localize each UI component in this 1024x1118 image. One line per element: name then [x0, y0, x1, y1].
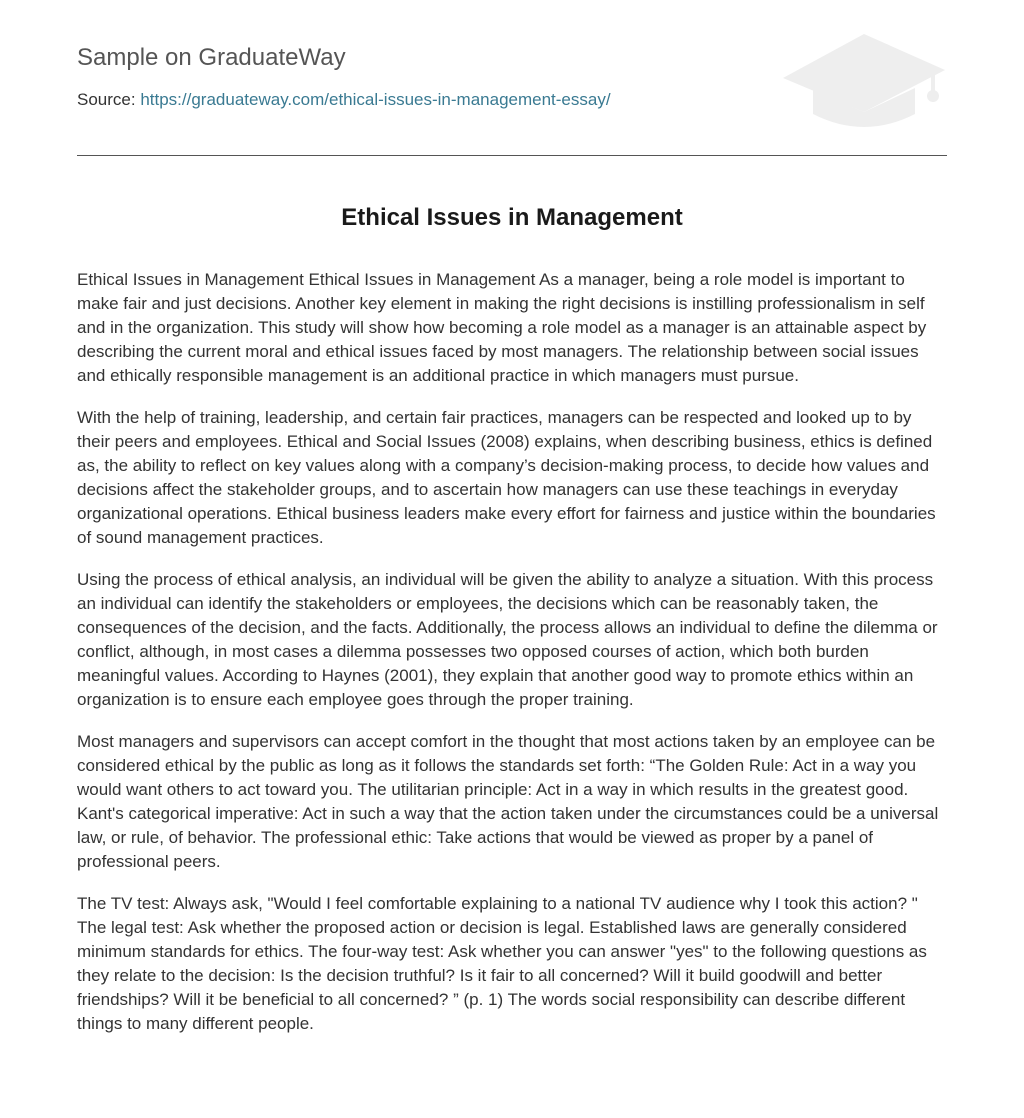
graduation-cap-icon — [781, 30, 947, 132]
article-paragraph: With the help of training, leadership, and certain fair practices, managers can be respected and looked up to by their peers and employees. Ethical and Social Issues (2008) explains, when describing business, ethics is defined as, the ability to reflect on key values along with a company’s decision-making process, to decide how values and decisions affect the stakeholder groups, and to ascertain how managers can use these teachings in everyday organizational operations. Ethical business leaders make every effort for fairness and justice within the boundaries of sound management practices. — [77, 408, 936, 547]
header-divider — [77, 155, 947, 156]
article-title: Ethical Issues in Management — [341, 204, 683, 231]
site-title: Sample on GraduateWay — [77, 44, 346, 71]
page-header — [77, 0, 947, 156]
article-paragraph: Ethical Issues in Management Ethical Issues in Management As a manager, being a role model is important to make fair and just decisions. Another key element in making the right decisions is instilling professionalism in self and in the organization. This study will show how becoming a role model as a manager is an attainable aspect by describing the current moral and ethical issues faced by most managers. The relationship between social issues and ethically responsible management is an additional practice in which managers must pursue. — [77, 270, 927, 385]
article-paragraph: The TV test: Always ask, "Would I feel comfortable explaining to a national TV audience why I took this action? " The legal test: Ask whether the proposed action or decision is legal. Established laws are generally considered minimum standards for ethics. The four-way test: Ask whether you can answer "yes" to the following questions as they relate to the decision: Is the decision truthful? Is it fair to all concerned? Will it build goodwill and better friendships? Will it be beneficial to all concerned? ” (p. 1) The words social responsibility can describe different things to many different people. — [77, 894, 927, 1033]
source-link[interactable]: https://graduateway.com/ethical-issues-in-management-essay/ — [140, 90, 611, 109]
source-label: Source: — [77, 90, 136, 109]
source-line — [77, 90, 611, 110]
article-body — [77, 268, 943, 1054]
article-paragraph: Most managers and supervisors can accept comfort in the thought that most actions taken by an employee can be considered ethical by the public as long as it follows the standards set forth: “The Golden Rule: Act in a way you would want others to act toward you. The utilitarian principle: Act in a way in which results in the greatest good. Kant's categorical imperative: Act in such a way that the action taken under the circumstances could be a universal law, or rule, of behavior. The professional ethic: Take actions that would be viewed as proper by a panel of professional peers. — [77, 732, 939, 871]
article-paragraph: Using the process of ethical analysis, an individual will be given the ability to analyze a situation. With this process an individual can identify the stakeholders or employees, the decisions which can be reasonably taken, the consequences of the decision, and the facts. Additionally, the process allows an individual to define the dilemma or conflict, although, in most cases a dilemma possesses two opposed courses of action, which both burden meaningful values. According to Haynes (2001), they explain that another good way to promote ethics within an organization is to ensure each employee goes through the proper training. — [77, 570, 938, 709]
